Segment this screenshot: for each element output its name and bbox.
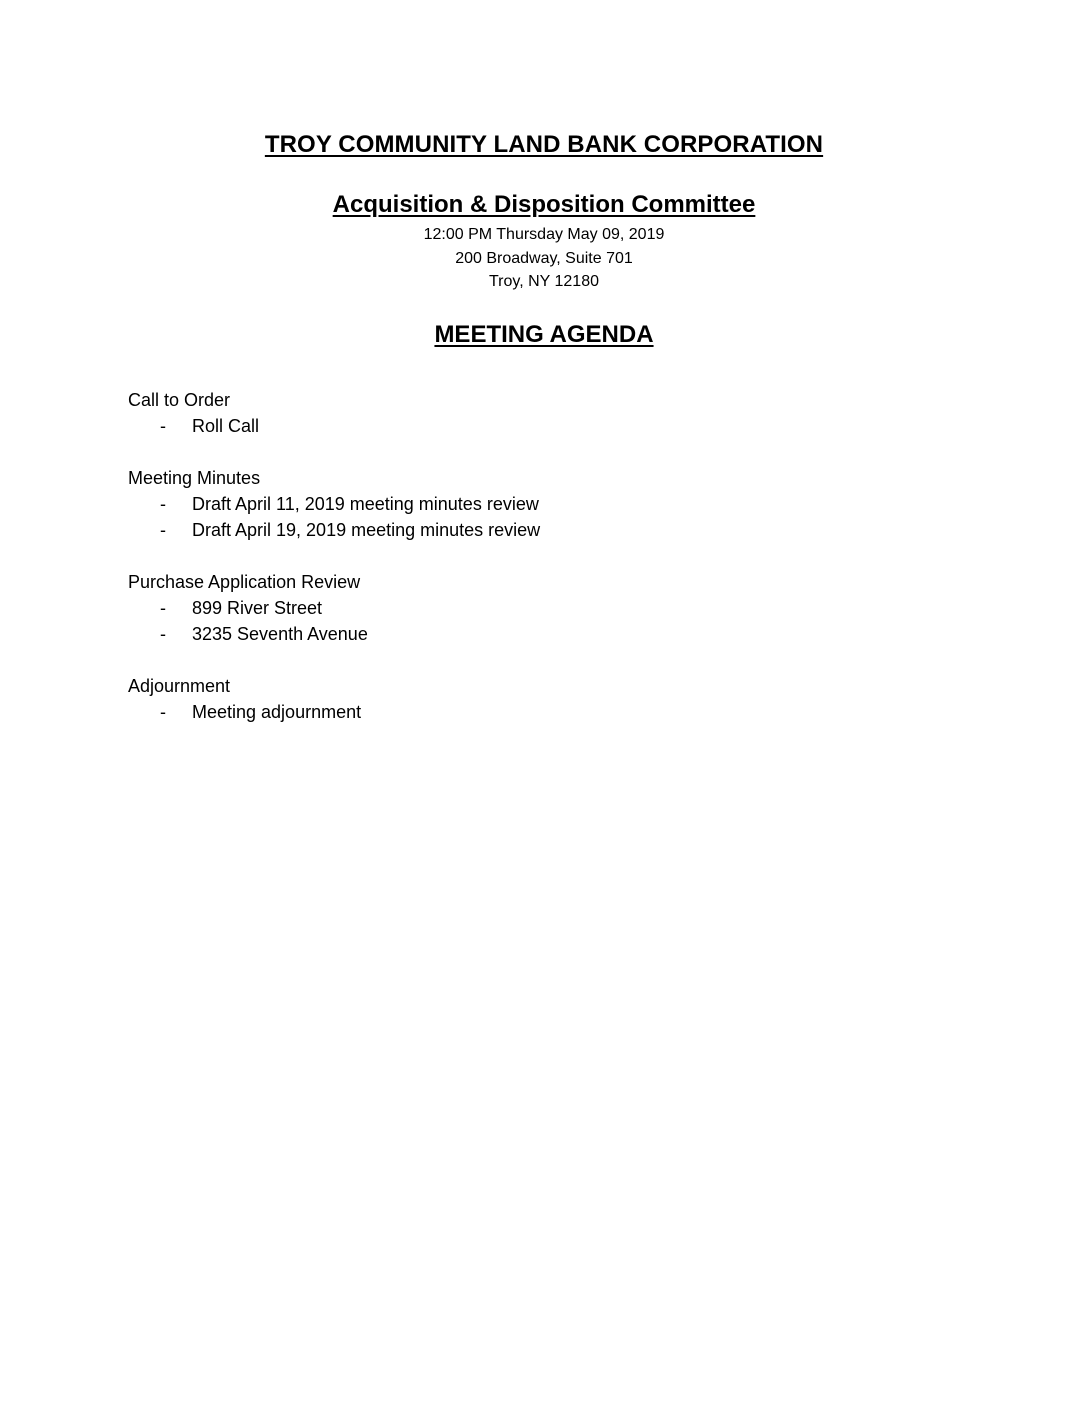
bullet-dash: - — [160, 702, 166, 722]
agenda-item — [128, 595, 928, 621]
agenda-item — [128, 491, 928, 517]
agenda-list — [128, 387, 928, 751]
agenda-section-meeting-minutes — [128, 465, 928, 543]
organization-title: TROY COMMUNITY LAND BANK CORPORATION — [264, 131, 824, 158]
agenda-item — [128, 413, 928, 439]
agenda-item-text: 3235 Seventh Avenue — [192, 624, 368, 644]
agenda-item-text: 899 River Street — [192, 598, 323, 618]
meeting-address-line-2: Troy, NY 12180 — [489, 273, 599, 290]
agenda-section-heading: Call to Order — [128, 390, 231, 410]
agenda-item — [128, 517, 928, 543]
agenda-section-purchase-application-review — [128, 569, 928, 647]
agenda-title: MEETING AGENDA — [434, 321, 654, 348]
bullet-dash: - — [160, 624, 166, 644]
agenda-section-adjournment — [128, 673, 928, 725]
agenda-section-heading: Meeting Minutes — [128, 468, 261, 488]
agenda-item — [128, 699, 928, 725]
bullet-dash: - — [160, 520, 166, 540]
meeting-address-line-1: 200 Broadway, Suite 701 — [455, 249, 633, 267]
agenda-section-heading: Purchase Application Review — [128, 572, 361, 592]
agenda-item-text: Meeting adjournment — [192, 702, 362, 722]
agenda-section-heading: Adjournment — [128, 676, 231, 696]
agenda-item-text: Roll Call — [192, 416, 260, 436]
meeting-info — [0, 223, 1088, 294]
committee-title: Acquisition & Disposition Committee — [332, 191, 756, 218]
agenda-item — [128, 621, 928, 647]
agenda-item-text: Draft April 11, 2019 meeting minutes review — [192, 494, 539, 514]
bullet-dash: - — [160, 598, 166, 618]
bullet-dash: - — [160, 416, 166, 436]
agenda-section-call-to-order — [128, 387, 928, 439]
bullet-dash: - — [160, 494, 166, 514]
agenda-item-text: Draft April 19, 2019 meeting minutes review — [192, 520, 541, 540]
meeting-datetime: 12:00 PM Thursday May 09, 2019 — [423, 226, 665, 243]
